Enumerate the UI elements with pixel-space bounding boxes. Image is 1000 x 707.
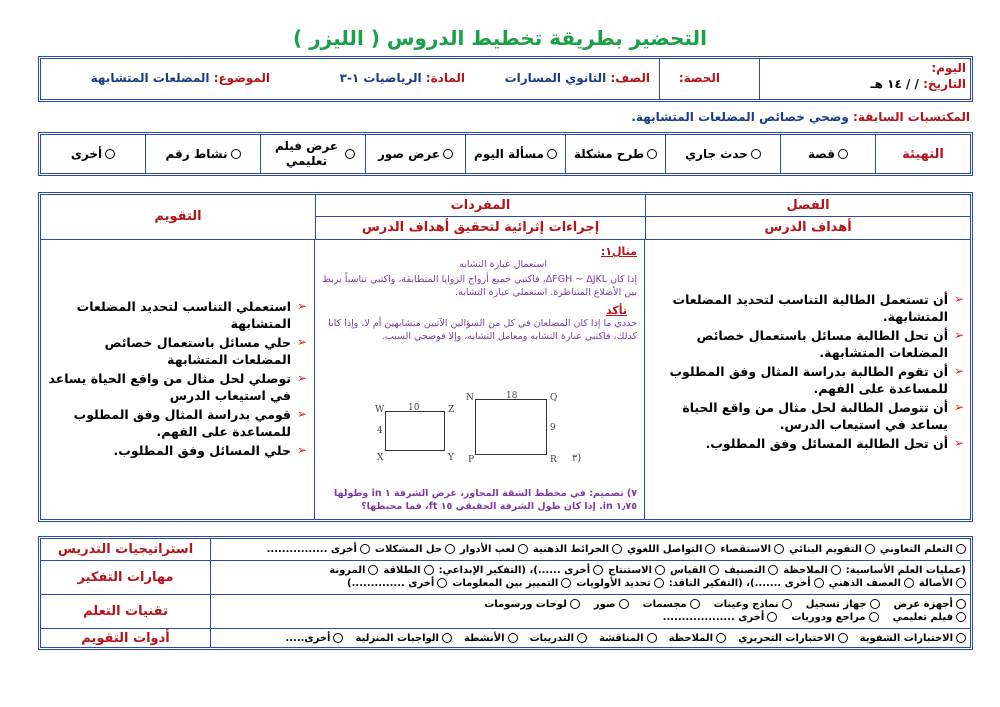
radio-circle-icon xyxy=(782,599,792,609)
radio-circle-icon xyxy=(751,149,761,159)
radio-circle-icon xyxy=(443,149,453,159)
example-title: مثال١: xyxy=(600,245,637,258)
side-label: 10 xyxy=(408,403,420,413)
vertex-label: Y xyxy=(448,453,454,463)
vertex-label: R xyxy=(550,455,557,465)
thinking-option[interactable]: التصنيف xyxy=(724,564,778,577)
warmup-option[interactable]: مسألة اليوم xyxy=(465,135,565,173)
assess-option[interactable]: الاختبارات الشفوية xyxy=(860,632,966,645)
radio-circle-icon xyxy=(577,633,587,643)
warmup-option[interactable]: قصة xyxy=(780,135,875,173)
radio-circle-icon xyxy=(709,565,719,575)
tech-option[interactable]: فيلم تعليمي xyxy=(893,611,966,624)
assess-items xyxy=(211,629,970,647)
radio-circle-icon xyxy=(831,565,841,575)
vertex-label: Z xyxy=(448,405,455,415)
strategy-option[interactable]: التواصل اللغوي xyxy=(627,543,715,556)
radio-circle-icon xyxy=(838,149,848,159)
assess-row xyxy=(41,629,970,647)
thinking-option[interactable]: أخرى ..............) xyxy=(347,577,447,590)
radio-circle-icon xyxy=(593,565,603,575)
day-field xyxy=(931,61,966,75)
list-item: ➢ قومي بدراسة المثال وفق المطلوب للمساعدة على الفهم. xyxy=(45,406,307,440)
list-item: ➢ توصلي لحل مثال من واقع الحياة يساعد في استيعاب الدرس xyxy=(45,370,307,404)
radio-circle-icon xyxy=(956,544,966,554)
assess-option[interactable]: الأنشطة xyxy=(464,632,518,645)
strategy-option[interactable]: لعب الأدوار xyxy=(460,543,528,556)
radio-circle-icon xyxy=(716,633,726,643)
date-value: / / ١٤ هـ xyxy=(870,77,919,91)
tech-option[interactable]: مراجع ودوريات xyxy=(791,611,878,624)
radio-circle-icon xyxy=(956,578,966,588)
example-body: إذا كان ΔFGH ~ ΔJKL، فاكتبي جميع أزواج الزوايا المتطابقة، واكتبي تناسباً يربط بين الأضلاع المتناظرة. استعملي عبارة التشابه. xyxy=(322,274,637,298)
side-label: 18 xyxy=(506,391,518,401)
radio-circle-icon xyxy=(508,633,518,643)
radio-circle-icon xyxy=(838,633,848,643)
warmup-option[interactable]: عرض فيلم تعليمي xyxy=(260,135,365,173)
warmup-option[interactable]: عرض صور xyxy=(365,135,465,173)
radio-circle-icon xyxy=(518,544,528,554)
class-label: الصف: xyxy=(610,71,650,85)
strategy-option[interactable]: الخرائط الذهنية xyxy=(533,543,622,556)
assess-option[interactable]: الواجبات المنزلية xyxy=(355,632,452,645)
radio-circle-icon xyxy=(767,612,777,622)
tech-option[interactable]: صور xyxy=(594,598,629,611)
warmup-row xyxy=(38,132,973,176)
vertex-label: X xyxy=(377,453,384,463)
radio-circle-icon xyxy=(570,599,580,609)
radio-circle-icon xyxy=(360,544,370,554)
warmup-label: التهيئة xyxy=(875,135,970,173)
radio-circle-icon xyxy=(424,565,434,575)
radio-circle-icon xyxy=(547,149,557,159)
topic-value: المضلعات المتشابهة xyxy=(90,71,210,85)
radio-circle-icon xyxy=(345,149,355,159)
class-field xyxy=(505,71,650,85)
side-label: 4 xyxy=(377,426,383,436)
tech-row xyxy=(41,595,970,629)
polygon-figures xyxy=(340,393,630,473)
radio-circle-icon xyxy=(956,633,966,643)
side-label: 9 xyxy=(550,423,556,433)
thinking-group-label: (عمليات العلم الأساسية: xyxy=(845,565,966,576)
thinking-option[interactable]: المرونة xyxy=(329,564,378,577)
thinking-option[interactable]: تحديد الأولويات xyxy=(576,577,663,590)
subject-label: المادة: xyxy=(425,71,465,85)
strategy-option[interactable]: التعلم التعاوني xyxy=(880,543,966,556)
tech-items xyxy=(211,595,970,628)
thinking-option[interactable]: أخرى .......)، (التفكير الناقد: xyxy=(669,577,824,590)
list-item: ➢ استعملي التناسب لتحديد المضلعات المتشابهة xyxy=(45,298,307,332)
radio-circle-icon xyxy=(231,149,241,159)
thinking-option[interactable]: أخرى ......)، (التفكير الإبداعي: xyxy=(439,564,604,577)
header-box xyxy=(38,56,973,102)
topic-field xyxy=(91,71,270,85)
list-item: ➢ حلي المسائل وفق المطلوب. xyxy=(45,442,307,459)
evaluation-label: التقويم xyxy=(154,209,202,224)
objectives-label: أهداف الدرس xyxy=(764,220,852,235)
radio-circle-icon xyxy=(768,565,778,575)
vertex-label: Q xyxy=(550,393,558,403)
evaluation-list xyxy=(45,298,307,461)
thinking-option[interactable]: الأصالة xyxy=(919,577,966,590)
radio-circle-icon xyxy=(333,633,343,643)
thinking-label: مهارات التفكير xyxy=(41,561,211,594)
assess-label: أدوات التقويم xyxy=(41,629,211,647)
check-title: تأكد xyxy=(605,304,627,317)
warmup-option[interactable]: نشاط رقم xyxy=(145,135,260,173)
strategies-table xyxy=(38,536,973,650)
radio-circle-icon xyxy=(612,544,622,554)
date-field xyxy=(871,77,966,91)
strategies-items xyxy=(211,539,970,560)
strategies-label: استراتيجيات التدريس xyxy=(41,539,211,560)
list-item: ➢ أن تستعمل الطالبة التناسب لتحديد المضلعات المتشابهة. xyxy=(656,291,964,325)
strategy-option[interactable]: حل المشكلات xyxy=(375,543,455,556)
chapter-label: الفصل xyxy=(646,195,970,217)
vertex-label: P xyxy=(468,455,475,465)
radio-circle-icon xyxy=(561,578,571,588)
radio-circle-icon xyxy=(956,612,966,622)
warmup-option[interactable]: أخرى xyxy=(41,135,145,173)
list-item: ➢ أن تتوصل الطالبة لحل مثال من واقع الحياة يساعد في استيعاب الدرس. xyxy=(656,399,964,433)
thinking-row xyxy=(41,561,970,595)
tech-option[interactable]: مجسمات xyxy=(643,598,700,611)
vertex-label: N xyxy=(466,393,474,403)
assess-option[interactable]: الاختبارات التحريري xyxy=(738,632,848,645)
radio-circle-icon xyxy=(814,578,824,588)
vocab-label: المفردات xyxy=(316,195,645,217)
thinking-option[interactable]: التمييز بين المعلومات xyxy=(452,577,571,590)
tech-option[interactable]: جهاز تسجيل xyxy=(806,598,880,611)
procedures-content xyxy=(321,245,637,343)
check-body: حددي ما إذا كان المضلعان في كل من السؤالين الآتيين متشابهين أم لا، وإذا كانا كذلك، فاكتبي عبارة التشابه ومعامل التشابه، وإلا فوضحي السبب. xyxy=(328,318,637,342)
radio-circle-icon xyxy=(647,149,657,159)
radio-circle-icon xyxy=(442,633,452,643)
thinking-option[interactable]: الملاحظة xyxy=(783,564,841,577)
list-item: ➢ أن تقوم الطالبة بدراسة المثال وفق المطلوب للمساعدة على الفهم. xyxy=(656,363,964,397)
radio-circle-icon xyxy=(870,599,880,609)
prior-knowledge xyxy=(631,110,970,124)
page-title: التحضير بطريقة تخطيط الدروس ( الليزر ) xyxy=(293,26,707,50)
warmup-option[interactable]: حدث جاري xyxy=(665,135,780,173)
subject-value: الرياضيات ١-٣ xyxy=(339,71,422,85)
main-table xyxy=(38,192,973,522)
warmup-option[interactable]: طرح مشكلة xyxy=(565,135,665,173)
assess-option[interactable]: أخرى..... xyxy=(285,632,343,645)
radio-circle-icon xyxy=(774,544,784,554)
assess-option[interactable]: الملاحظة xyxy=(669,632,727,645)
subject-field xyxy=(340,71,465,85)
example-sub: استعمال عبارة التشابه xyxy=(459,259,547,270)
rectangle-nqpr xyxy=(475,399,547,455)
list-item: ➢ أن تحل الطالبة المسائل وفق المطلوب. xyxy=(656,435,964,452)
prior-value: وضحي خصائص المضلعات المتشابهة. xyxy=(631,110,849,124)
thinking-option[interactable]: القياس xyxy=(670,564,719,577)
tech-option[interactable]: لوحات ورسومات xyxy=(484,598,580,611)
period-label: الحصة: xyxy=(678,71,720,85)
thinking-option[interactable]: العصف الذهني xyxy=(829,577,914,590)
date-label: التاريخ: xyxy=(923,77,966,91)
class-value: الثانوي المسارات xyxy=(504,71,607,85)
tech-option[interactable]: أخرى ................... xyxy=(663,611,778,624)
assess-option[interactable]: التدريبات xyxy=(530,632,587,645)
assess-option[interactable]: المناقشة xyxy=(599,632,657,645)
topic-label: الموضوع: xyxy=(213,71,270,85)
radio-circle-icon xyxy=(654,578,664,588)
objectives-list xyxy=(656,291,964,454)
list-item: ➢ حلي مسائل باستعمال خصائص المضلعات المتشابهة xyxy=(45,334,307,368)
procedures-label: إجراءات إثرائية لتحقيق أهداف الدرس xyxy=(361,220,600,235)
strategy-option[interactable]: التقويم البنائي xyxy=(789,543,875,556)
day-label: اليوم: xyxy=(931,61,966,75)
radio-circle-icon xyxy=(655,565,665,575)
question-number: ٣) xyxy=(572,453,582,464)
radio-circle-icon xyxy=(705,544,715,554)
radio-circle-icon xyxy=(105,149,115,159)
vertex-label: W xyxy=(375,405,385,415)
design-problem: ٧) تصميم: في مخطط الشقة المجاور، عرض الشرفة ١ in وطولها ١٫٧٥ in. إذا كان طول الشرفة الحقيقي ١٥ ft، فما محيطها؟ xyxy=(334,488,637,512)
strategies-row xyxy=(41,539,970,561)
radio-circle-icon xyxy=(437,578,447,588)
radio-circle-icon xyxy=(647,633,657,643)
radio-circle-icon xyxy=(956,599,966,609)
strategy-option[interactable]: أخرى ................ xyxy=(267,543,370,556)
radio-circle-icon xyxy=(619,599,629,609)
thinking-items xyxy=(211,561,970,594)
radio-circle-icon xyxy=(690,599,700,609)
tech-label: تقنيات التعلم xyxy=(41,595,211,628)
radio-circle-icon xyxy=(869,612,879,622)
thinking-option[interactable]: الاستنتاج xyxy=(608,564,665,577)
strategy-option[interactable]: الاستقصاء xyxy=(720,543,784,556)
prior-label: المكتسبات السابقة: xyxy=(853,110,970,124)
tech-option[interactable]: نماذج وعينات xyxy=(714,598,792,611)
radio-circle-icon xyxy=(445,544,455,554)
radio-circle-icon xyxy=(368,565,378,575)
rectangle-wxyz xyxy=(385,411,445,451)
list-item: ➢ أن تحل الطالبة مسائل باستعمال خصائص المضلعات المتشابهة. xyxy=(656,327,964,361)
tech-option[interactable]: أجهزة عرض xyxy=(894,598,966,611)
radio-circle-icon xyxy=(865,544,875,554)
radio-circle-icon xyxy=(904,578,914,588)
thinking-option[interactable]: الطلاقة xyxy=(383,564,433,577)
